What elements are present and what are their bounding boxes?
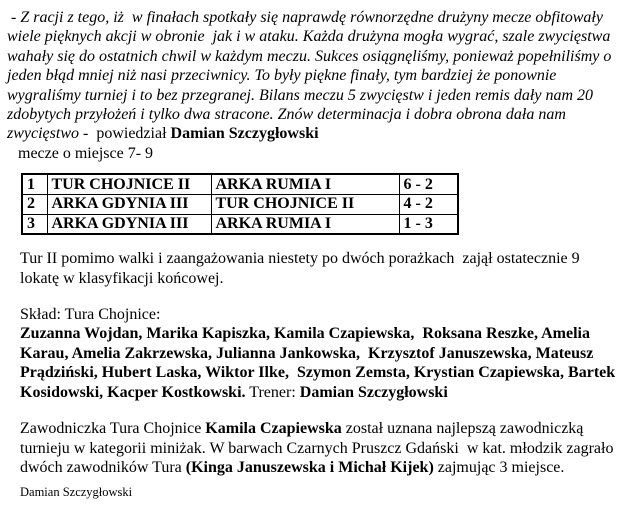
quote-speaker-name: Damian Szczygłowski [170, 125, 319, 143]
team-b: ARKA RUMIA I [211, 174, 399, 194]
table-row [22, 214, 458, 234]
quote-attribution-text: powiedział [92, 125, 171, 143]
section-label: mecze o miejsce 7- 9 [18, 144, 154, 162]
quote-text: - Z racji z tego, iż w finałach spotkały się naprawdę równorzędne drużyny mecze obfitowały wiele pięknych akcji w obronie jak i w ataku. Każda drużyna mogła wygrać, szale zwycięstwa wahały się do ostatnich chwil w każdym meczu. Sukces osiągnęliśmy, ponieważ popełniliśmy o jeden błąd mniej niż nasi przeciwnicy. To były piękne finały, tym bardziej że ponownie wygraliśmy turniej i to bez przegranej. Bilans meczu 5 zwycięstw i jeden remis dały nam 20 zdobytych przyłożeń i tylko dwa stracone. Znów determinacja i dobra obrona dała nam zwycięstwo - [7, 9, 616, 143]
match-score: 1 - 3 [399, 214, 458, 234]
quote-paragraph [7, 8, 625, 144]
match-number: 2 [22, 194, 47, 214]
award-paragraph [20, 419, 619, 477]
match-score: 4 - 2 [399, 194, 458, 214]
results-table-body [22, 174, 458, 234]
match-score: 6 - 2 [399, 174, 458, 194]
team-a: ARKA GDYNIA III [47, 194, 211, 214]
best-player-name: Kamila Czapiewska [205, 420, 342, 438]
signature: Damian Szczygłowski [20, 485, 133, 500]
summary-paragraph: Tur II pomimo walki i zaangażowania niestety po dwóch porażkach zajął ostatecznie 9 lokatę w klasyfikacji końcowej. [20, 250, 584, 287]
trainer-name: Damian Szczygłowski [299, 383, 448, 401]
roster-paragraph [20, 324, 631, 402]
youth-players-names: (Kinga Januszewska i Michał Kijek) [185, 458, 434, 476]
award-text-3: zajmując 3 miejsce. [433, 458, 565, 476]
team-a: TUR CHOJNICE II [47, 174, 211, 194]
team-b: TUR CHOJNICE II [211, 194, 399, 214]
roster-players: Zuzanna Wojdan, Marika Kapiszka, Kamila Czapiewska, Roksana Reszke, Amelia Karau, Amelia Zakrzewska, Julianna Jankowska, Krzysztof Januszewska, Mateusz Prądziński, Hubert Laska, Wiktor Ilke, Szymon Zemsta, Krystian Czapiewska, Bartek Kosidowski, Kacper Kostkowski. [20, 325, 620, 401]
roster-heading: Skład: Tura Chojnice: [20, 306, 161, 324]
team-a: ARKA GDYNIA III [47, 214, 211, 234]
award-text-1: Zawodniczka Tura Chojnice [20, 420, 206, 438]
award-text-2: został uznana najlepszą zawodniczką turnieju w kategorii miniżak. W barwach Czarnych Pruszcz Gdański w kat. młodzik zagrało dwóch zawodników Tura [20, 420, 618, 476]
table-row [22, 194, 458, 214]
table-row [22, 174, 458, 194]
trainer-label: Trener: [245, 383, 300, 401]
team-b: ARKA RUMIA I [211, 214, 399, 234]
results-table [21, 173, 459, 235]
match-number: 1 [22, 174, 47, 194]
match-number: 3 [22, 214, 47, 234]
